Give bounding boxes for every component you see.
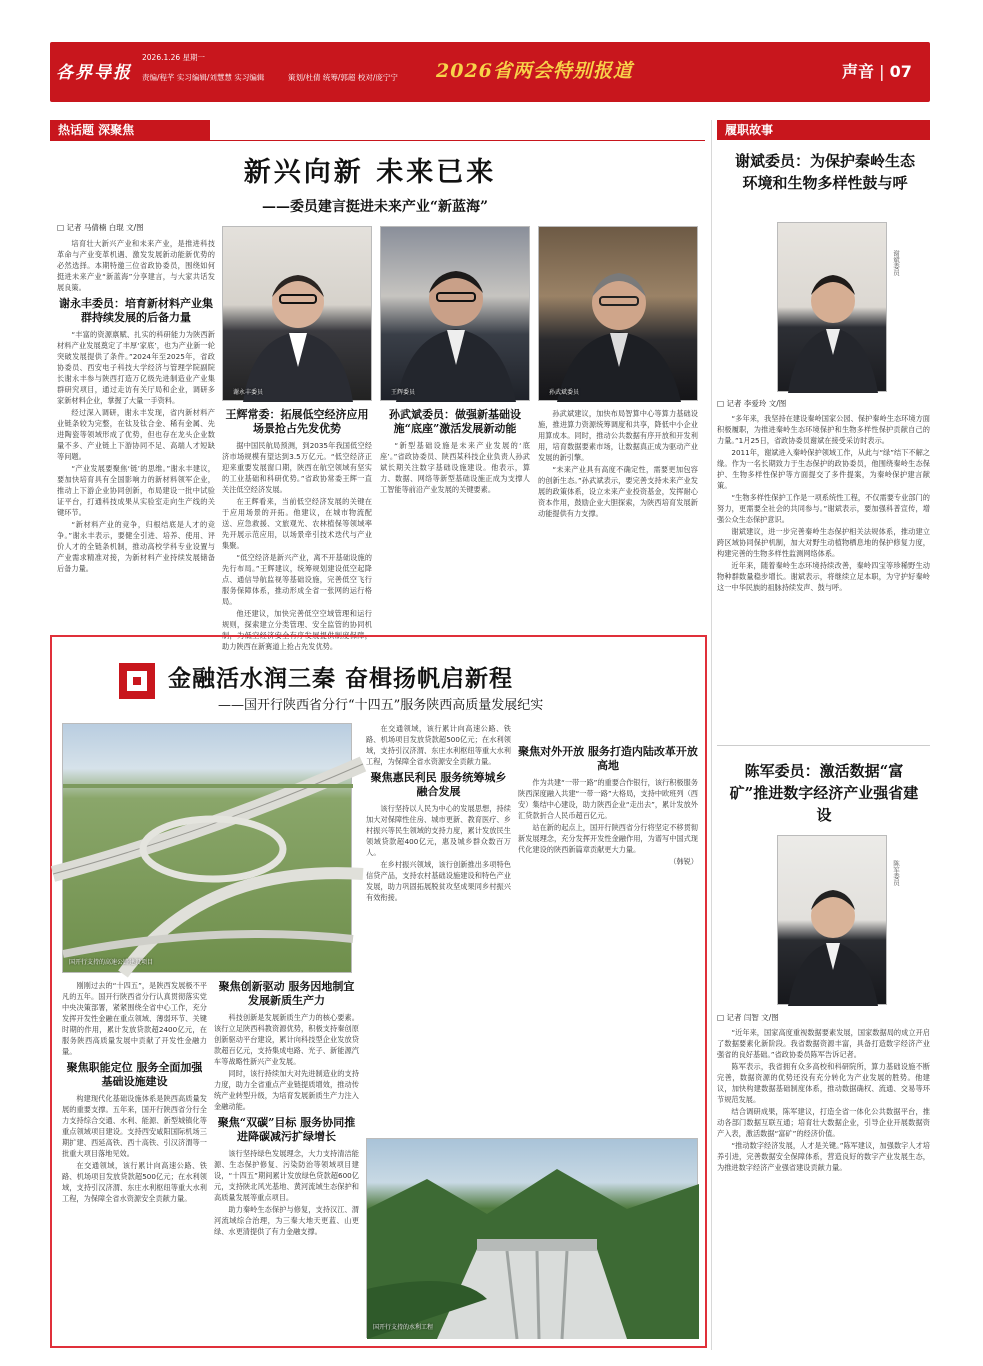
paragraph: 在交通领域，该行累计向高速公路、铁路、机场项目发放贷款超500亿元；在水利领域，支持引汉济渭、东庄水利枢纽等重大水利工程，为保障全省水资源安全贡献力量。 — [62, 1161, 207, 1203]
bank-subtitle: ——国开行陕西省分行“十四五”服务陕西高质量发展纪实 — [218, 698, 544, 713]
cdb-logo-icon — [118, 662, 156, 700]
paragraph: 该行坚持以人民为中心的发展思想，持续加大对保障性住房、城市更新、教育医疗、乡村振兴等民生领域的支持力度，累计发放民生领域贷款超400亿元，惠及城乡群众数百万人。 — [366, 804, 511, 857]
right-top-title: 谢斌委员：为保护秦岭生态环境和生物多样性鼓与呼 — [734, 152, 915, 192]
portrait-icon — [223, 227, 373, 402]
right-bottom-title: 陈军委员：激活数据“富矿”推进数字经济产业强省建设 — [729, 762, 919, 824]
paragraph: 据中国民航局预测，到2035年我国低空经济市场规模有望达到3.5万亿元。“低空经济正迎来重要发展窗口期，陕西在航空领域有坚实的工业基础和科研优势。”省政协常委王辉一直关注低空经济发展。 — [222, 441, 372, 494]
photo-caption: 陈军委员 — [892, 860, 900, 886]
highway-interchange-icon — [63, 724, 353, 974]
byline: □ 记者 李爱玲 文/图 — [717, 399, 787, 408]
paragraph: 同时，该行持续加大对先进制造业的支持力度，助力全省重点产业链提质增效，推动传统产业转型升级，为培育发展新质生产力注入金融动能。 — [214, 1069, 359, 1111]
subhead: 王辉常委：拓展低空经济应用场景抢占先发优势 — [225, 408, 369, 435]
paragraph: 该行坚持绿色发展理念，大力支持清洁能源、生态保护修复、污染防治等领域项目建设，“十四五”期间累计发放绿色贷款超600亿元，支持陕北风光基地、黄河流域生态保护和高质量发展等重点项目。 — [214, 1149, 359, 1202]
paragraph: 陈军表示，我省拥有众多高校和科研院所，算力基础设施不断完善，数据资源的优势还没有充分转化为产业发展的胜势。他建议，加快构建数据基础制度体系，推动数据确权、流通、交易等环节规范发展。 — [717, 1062, 930, 1104]
photo-caption: 王辉委员 — [391, 389, 416, 396]
section-tag-hot-topic: 热话题 深聚焦 — [50, 120, 210, 140]
paragraph: 在交通领域，该行累计向高速公路、铁路、机场项目发放贷款超500亿元；在水利领域，支持引汉济渭、东庄水利枢纽等重大水利工程，为保障全省水资源安全贡献力量。 — [366, 724, 511, 766]
paragraph: 近年来，随着秦岭生态环境持续改善，秦岭四宝等珍稀野生动物种群数量稳步增长。谢斌表示，将继续立足本职，为守护好秦岭这一中华民族的祖脉持续发声、鼓与呼。 — [717, 561, 930, 592]
page-number: 07 — [889, 62, 912, 81]
byline: □ 记者 闫智 文/图 — [717, 1013, 779, 1022]
dam-icon — [367, 1139, 699, 1339]
subhead: 谢永丰委员：培育新材料产业集群持续发展的后备力量 — [59, 297, 213, 324]
right-top-body — [717, 413, 930, 733]
paragraph: 结合调研成果，陈军建议，打造全省一体化公共数据平台，推动各部门数据互联互通；培育壮大数据企业，引导企业开展数据资产入表，激活数据“富矿”的经济价值。 — [717, 1107, 930, 1138]
photo-chen-jun — [777, 835, 887, 1005]
photo-caption: 国开行支持的高速公路建设项目 — [69, 959, 154, 966]
subhead: 聚焦“双碳”目标 服务协同推进降碳减污扩绿增长 — [217, 1116, 356, 1143]
section-name: 声音 | 07 — [842, 62, 912, 81]
left-col-1 — [57, 238, 215, 626]
paper-name: 各界导报 — [56, 63, 132, 83]
photo-xie-yongfeng — [222, 226, 372, 401]
photo-highway — [62, 723, 352, 973]
intro: 培育壮大新兴产业和未来产业，是推进科技革命与产业变革机遇、激发发展新动能新优势的必然选择。本期特邀三位省政协委员，围绕如何挺进未来产业“新蓝海”分享建言，与大家共话发展良策。 — [57, 239, 215, 292]
masthead-editors: 责编/程芊 实习编辑/刘慧慧 实习编辑 — [142, 73, 265, 82]
paragraph: “新型基础设施是未来产业发展的‘底座’。”省政协委员、陕西某科技企业负责人孙武斌长期关注数字基础设施建设。他表示，算力、数据、网络等新型基础设施正成为支撑人工智能等前沿产业发展的关键要素。 — [380, 441, 530, 494]
paragraph: “新材料产业的竞争，归根结底是人才的竞争。”谢永丰表示，要健全引进、培养、使用、评价人才的全链条机制，推动高校学科专业设置与产业需求精准对接，为新材料产业持续发展储备后备力量。 — [57, 520, 215, 573]
photo-caption: 国开行支持的水利工程 — [373, 1324, 434, 1331]
photo-caption: 谢斌委员 — [892, 250, 900, 276]
left-col-4 — [538, 408, 698, 626]
bank-col-2 — [214, 980, 359, 1340]
paragraph: 刚刚过去的“十四五”，是陕西发展极不平凡的五年。国开行陕西省分行认真贯彻落实党中央决策部署，紧紧围绕全省中心工作，充分发挥开发性金融在重点领域、薄弱环节、关键时期的作用，累计发放贷款超2400亿元，在服务陕西高质量发展中贡献了开发性金融力量。 — [62, 981, 207, 1056]
subhead: 聚焦职能定位 服务全面加强基础设施建设 — [66, 1061, 203, 1088]
paragraph: 在乡村振兴领域，该行创新推出多项特色信贷产品，支持农村基础设施建设和特色产业发展，助力巩固拓展脱贫攻坚成果同乡村振兴有效衔接。 — [366, 860, 511, 902]
bank-title: 金融活水润三秦 奋楫扬帆启新程 — [168, 665, 514, 692]
byline: □ 记者 马倩楠 白琨 文/图 — [57, 223, 144, 232]
paragraph: 助力秦岭生态保护与修复，支持汉江、渭河流域综合治理，为三秦大地天更蓝、山更绿、水更清提供了有力金融支撑。 — [214, 1205, 359, 1236]
portrait-icon — [381, 227, 531, 402]
special-report-title: 2026省两会特别报道 — [436, 60, 633, 82]
photo-sun-wubin — [538, 226, 698, 401]
masthead-date: 2026.1.26 星期一 — [142, 53, 206, 62]
subhead: 聚焦创新驱动 服务因地制宜发展新质生产力 — [218, 980, 355, 1007]
divider — [717, 745, 930, 746]
subhead: 聚焦对外开放 服务打造内陆改革开放高地 — [518, 745, 698, 772]
paragraph: 2011年，谢斌进入秦岭保护领域工作，从此与“绿”结下不解之缘。作为一名长期致力于生态保护的政协委员，他围绕秦岭生态保护、生物多样性保护等方面提交了多件提案，为秦岭保护建言献策。 — [717, 448, 930, 490]
paragraph: 经过深入调研，谢永丰发现，省内新材料产业链条较为完整，在钛及钛合金、稀有金属、先进陶瓷等领域形成了优势，但也存在龙头企业数量不多、产业链上下游协同不足、高端人才短缺等问题。 — [57, 408, 215, 461]
subhead: 孙武斌委员：做强新基础设施“底座”激活发展新动能 — [389, 408, 521, 435]
portrait-icon — [778, 223, 888, 393]
paragraph: “推动数字经济发展，人才是关键。”陈军建议，加强数字人才培养引进，完善数据安全保障体系，营造良好的数字产业发展生态，为推进数字经济产业强省建设贡献力量。 — [717, 1141, 930, 1172]
photo-caption: 谢永丰委员 — [233, 389, 264, 396]
paragraph: “近年来，国家高度重视数据要素发展，国家数据局的成立开启了数据要素化新阶段。我省数据资源丰富，具备打造数字经济产业强省的良好基础。”省政协委员陈军告诉记者。 — [717, 1028, 930, 1059]
right-bottom-body — [717, 1027, 930, 1347]
paragraph: 他还建议，加快完善低空空域管理和运行规则，探索建立分类管理、安全监管的协同机制，为低空经济安全有序发展提供制度保障，助力陕西在新赛道上抢占先发优势。 — [222, 609, 372, 651]
story-title: 新兴向新 未来已来 — [243, 157, 497, 188]
photo-wang-hui — [380, 226, 530, 401]
end-tag: （韩锐） — [669, 857, 698, 866]
paragraph: “生物多样性保护工作是一项系统性工程，不仅需要专业部门的努力，更需要全社会的共同参与。”谢斌表示，要加强科普宣传，增强公众生态保护意识。 — [717, 493, 930, 524]
bank-col-4 — [518, 723, 698, 1131]
section-tag-story: 履职故事 — [717, 120, 930, 140]
paragraph: 作为共建“一带一路”的重要合作银行，该行积极服务陕西深度融入共建“一带一路”大格局，支持中欧班列（西安）集结中心建设，助力陕西企业“走出去”，累计发放外汇贷款折合人民币超百亿元。 — [518, 778, 698, 820]
masthead-editors-2: 策划/杜倩 统筹/郭超 校对/庞宁宁 — [288, 73, 398, 82]
photo-dam — [366, 1138, 698, 1338]
photo-caption: 孙武斌委员 — [549, 389, 580, 396]
portrait-icon — [539, 227, 699, 402]
left-col-3 — [380, 408, 530, 626]
subhead: 聚焦惠民利民 服务统筹城乡融合发展 — [370, 771, 507, 798]
paragraph: “产业发展要聚焦‘链’的思维。”谢永丰建议，要加快培育具有全国影响力的新材料领军企业，推动上下游企业协同创新，布局建设一批中试验证平台，打通科技成果从实验室走向生产线的关键环节。 — [57, 464, 215, 517]
bank-col-1 — [62, 980, 207, 1340]
story-subtitle: ——委员建言挺进未来产业“新蓝海” — [261, 199, 489, 215]
section-label: 声音 — [842, 62, 875, 81]
paragraph: “未来产业具有高度不确定性，需要更加包容的创新生态。”孙武斌表示，要完善支持未来产业发展的政策体系，设立未来产业投资基金，发挥耐心资本作用，鼓励企业大胆探索，为陕西培育发展新动能提供有力支撑。 — [538, 465, 698, 518]
paragraph: “丰富的资源禀赋、扎实的科研能力为陕西新材料产业发展奠定了丰厚‘家底’，也为产业新一轮突破发展提供了条件。”2024年至2025年，省政协委员、西安电子科技大学经济与管理学院副院长谢永丰参与陕西打造万亿级先进制造业产业集群研究项目，通过走访有关厅局和企业，调研多家新材料企业，掌握了大量一手资料。 — [57, 330, 215, 405]
paragraph: 谢斌建议，进一步完善秦岭生态保护相关法规体系，推动建立跨区域协同保护机制，加大对野生动植物栖息地的保护修复力度，构建完善的生物多样性监测网络体系。 — [717, 527, 930, 558]
masthead-banner — [50, 42, 930, 102]
photo-xie-bin — [777, 222, 887, 392]
divider — [711, 120, 712, 1350]
left-col-2 — [222, 408, 372, 651]
paragraph: 在王辉看来，当前低空经济发展的关键在于应用场景的开拓。他建议，在城市物流配送、应急救援、文旅观光、农林植保等领域率先开展示范应用，以场景牵引技术迭代与产业集聚。 — [222, 497, 372, 550]
paragraph: 科技创新是发展新质生产力的核心要素。该行立足陕西科教资源优势，积极支持秦创原创新驱动平台建设，累计向科技型企业发放贷款超百亿元，支持集成电路、光子、新能源汽车等战略性新兴产业发展。 — [214, 1013, 359, 1066]
paragraph: “多年来，我坚持在建设秦岭国家公园、保护秦岭生态环境方面积极履职，为推进秦岭生态环境保护和生物多样性保护贡献自己的力量。”1月25日，省政协委员谢斌在接受采访时表示。 — [717, 414, 930, 445]
paragraph: 孙武斌建议，加快布局智算中心等算力基础设施，推进算力资源统筹调度和共享，降低中小企业用算成本。同时，推动公共数据有序开放和开发利用，培育数据要素市场，让数据真正成为驱动产业发展的新引擎。 — [538, 409, 698, 462]
paragraph: 构建现代化基础设施体系是陕西高质量发展的重要支撑。五年来，国开行陕西省分行全力支持综合交通、水利、能源、新型城镇化等重点领域项目建设。支持西安咸阳国际机场三期扩建、西延高铁、西十高铁、引汉济渭等一批重大项目落地见效。 — [62, 1094, 207, 1158]
divider — [50, 140, 705, 141]
portrait-icon — [778, 836, 888, 1006]
paragraph: “低空经济是新兴产业，离不开基础设施的先行布局。”王辉建议，统筹规划建设低空起降点、通信导航监视等基础设施，完善低空飞行服务保障体系，推动形成全省一张网的运行格局。 — [222, 553, 372, 606]
bank-col-3 — [366, 723, 511, 1131]
paragraph: 站在新的起点上，国开行陕西省分行将坚定不移贯彻新发展理念，充分发挥开发性金融作用，为谱写中国式现代化建设的陕西新篇章贡献更大力量。 — [518, 823, 698, 854]
